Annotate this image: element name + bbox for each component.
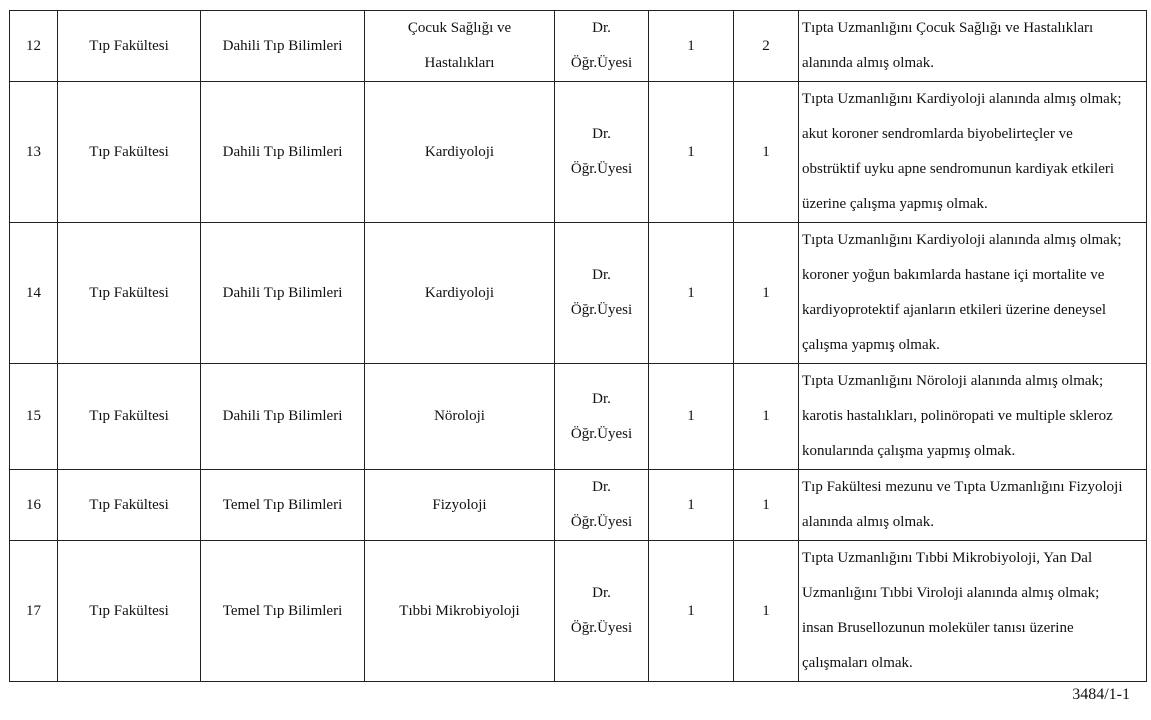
title-cell: Dr. Öğr.Üyesi bbox=[555, 11, 649, 82]
faculty-cell: Tıp Fakültesi bbox=[58, 223, 201, 364]
positions-table bbox=[9, 10, 1147, 682]
count-cell: 1 bbox=[734, 223, 799, 364]
table-row bbox=[10, 364, 1147, 470]
count-cell: 1 bbox=[734, 82, 799, 223]
count-cell: 2 bbox=[734, 11, 799, 82]
degree-cell: 1 bbox=[649, 364, 734, 470]
division-cell: Çocuk Sağlığı ve Hastalıkları bbox=[365, 11, 555, 82]
row-number: 16 bbox=[10, 470, 58, 541]
table-row bbox=[10, 11, 1147, 82]
division-cell: Fizyoloji bbox=[365, 470, 555, 541]
page-number: 3484/1-1 bbox=[1072, 686, 1130, 703]
description-cell: Tıpta Uzmanlığını Kardiyoloji alanında almış olmak; akut koroner sendromlarda biyobelirteçler ve obstrüktif uyku apne sendromunun kardiyak etkileri üzerine çalışma yapmış olmak. bbox=[799, 82, 1147, 223]
degree-cell: 1 bbox=[649, 82, 734, 223]
division-cell: Tıbbi Mikrobiyoloji bbox=[365, 541, 555, 682]
table-row bbox=[10, 223, 1147, 364]
row-number: 13 bbox=[10, 82, 58, 223]
department-cell: Temel Tıp Bilimleri bbox=[201, 470, 365, 541]
row-number: 14 bbox=[10, 223, 58, 364]
department-cell: Dahili Tıp Bilimleri bbox=[201, 223, 365, 364]
table-row bbox=[10, 82, 1147, 223]
title-cell: Dr. Öğr.Üyesi bbox=[555, 470, 649, 541]
row-number: 15 bbox=[10, 364, 58, 470]
count-cell: 1 bbox=[734, 364, 799, 470]
degree-cell: 1 bbox=[649, 470, 734, 541]
division-cell: Nöroloji bbox=[365, 364, 555, 470]
faculty-cell: Tıp Fakültesi bbox=[58, 470, 201, 541]
description-cell: Tıpta Uzmanlığını Nöroloji alanında almış olmak; karotis hastalıkları, polinöropati ve multiple skleroz konularında çalışma yapmış olmak. bbox=[799, 364, 1147, 470]
description-cell: Tıpta Uzmanlığını Kardiyoloji alanında almış olmak; koroner yoğun bakımlarda hastane içi mortalite ve kardiyoprotektif ajanların etkileri üzerine deneysel çalışma yapmış olmak. bbox=[799, 223, 1147, 364]
department-cell: Dahili Tıp Bilimleri bbox=[201, 364, 365, 470]
description-cell: Tıp Fakültesi mezunu ve Tıpta Uzmanlığını Fizyoloji alanında almış olmak. bbox=[799, 470, 1147, 541]
faculty-cell: Tıp Fakültesi bbox=[58, 364, 201, 470]
description-cell: Tıpta Uzmanlığını Tıbbi Mikrobiyoloji, Yan Dal Uzmanlığını Tıbbi Viroloji alanında almış olmak; insan Brusellozunun moleküler tanısı üzerine çalışmaları olmak. bbox=[799, 541, 1147, 682]
faculty-cell: Tıp Fakültesi bbox=[58, 11, 201, 82]
department-cell: Temel Tıp Bilimleri bbox=[201, 541, 365, 682]
count-cell: 1 bbox=[734, 541, 799, 682]
row-number: 12 bbox=[10, 11, 58, 82]
department-cell: Dahili Tıp Bilimleri bbox=[201, 11, 365, 82]
table-row bbox=[10, 470, 1147, 541]
table-row bbox=[10, 541, 1147, 682]
title-cell: Dr. Öğr.Üyesi bbox=[555, 364, 649, 470]
row-number: 17 bbox=[10, 541, 58, 682]
title-cell: Dr. Öğr.Üyesi bbox=[555, 82, 649, 223]
count-cell: 1 bbox=[734, 470, 799, 541]
title-cell: Dr. Öğr.Üyesi bbox=[555, 541, 649, 682]
degree-cell: 1 bbox=[649, 223, 734, 364]
title-cell: Dr. Öğr.Üyesi bbox=[555, 223, 649, 364]
department-cell: Dahili Tıp Bilimleri bbox=[201, 82, 365, 223]
degree-cell: 1 bbox=[649, 541, 734, 682]
division-cell: Kardiyoloji bbox=[365, 82, 555, 223]
division-cell: Kardiyoloji bbox=[365, 223, 555, 364]
faculty-cell: Tıp Fakültesi bbox=[58, 541, 201, 682]
degree-cell: 1 bbox=[649, 11, 734, 82]
faculty-cell: Tıp Fakültesi bbox=[58, 82, 201, 223]
description-cell: Tıpta Uzmanlığını Çocuk Sağlığı ve Hastalıkları alanında almış olmak. bbox=[799, 11, 1147, 82]
